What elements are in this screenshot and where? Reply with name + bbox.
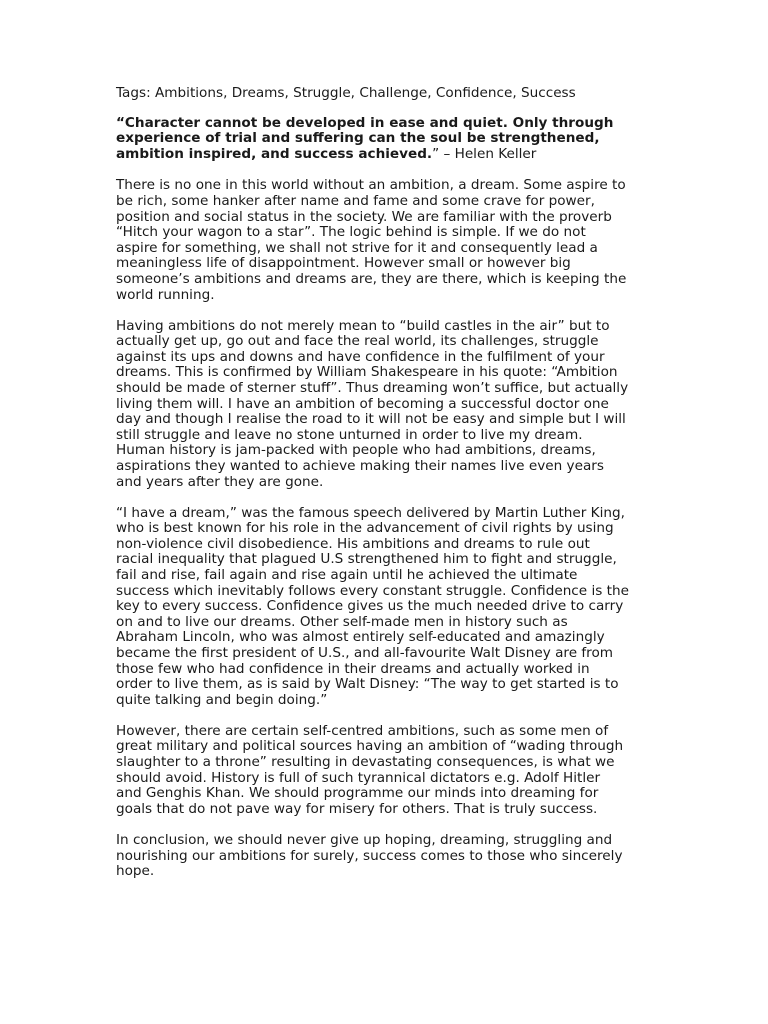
paragraph-line: living them will. I have an ambition of becoming a successful doctor one xyxy=(116,395,609,412)
quote-attribution: ” – Helen Keller xyxy=(432,145,537,162)
paragraph-line: be rich, some hanker after name and fame and some crave for power, xyxy=(116,192,595,209)
paragraph-line: nourishing our ambitions for surely, success comes to those who sincerely xyxy=(116,847,623,864)
paragraph-line: who is best known for his role in the advancement of civil rights by using xyxy=(116,520,614,537)
opening-quote xyxy=(116,116,656,163)
paragraph-line: hope. xyxy=(116,863,155,880)
paragraph-line: aspire for something, we shall not strive for it and consequently lead a xyxy=(116,239,598,256)
paragraph-line: Abraham Lincoln, who was almost entirely self-educated and amazingly xyxy=(116,629,605,646)
paragraph-line: on and to live our dreams. Other self-made men in history such as xyxy=(116,613,568,630)
paragraph-line: became the first president of U.S., and all-favourite Walt Disney are from xyxy=(116,645,614,661)
paragraph xyxy=(116,319,656,491)
paragraph-line: fail and rise, fail again and rise again until he achieved the ultimate xyxy=(116,567,578,584)
paragraph-line: slaughter to a throne” resulting in devastating consequences, is what we xyxy=(116,754,615,771)
paragraph-line: key to every success. Confidence gives us the much needed drive to carry xyxy=(116,598,624,615)
paragraph-line: Having ambitions do not merely mean to “build castles in the air” but to xyxy=(116,317,610,334)
paragraph-line: actually get up, go out and face the real world, its challenges, struggle xyxy=(116,333,599,350)
paragraph-line: non-violence civil disobedience. His ambitions and dreams to rule out xyxy=(116,535,590,552)
paragraph-line: should be made of sterner stuff”. Thus dreaming won’t suffice, but actually xyxy=(116,380,629,396)
paragraph-line: success which inevitably follows every constant struggle. Confidence is the xyxy=(116,582,629,599)
paragraph xyxy=(116,178,656,303)
paragraph xyxy=(116,724,656,818)
paragraph-line: day and though I realise the road to it will not be easy and simple but I will xyxy=(116,411,626,428)
quote-line: experience of trial and suffering can the soul be strengthened, xyxy=(116,130,600,147)
quote-line: ambition inspired, and success achieved. xyxy=(116,145,433,162)
paragraph-line: those few who had confidence in their dreams and actually worked in xyxy=(116,660,590,677)
quote-last-line xyxy=(116,147,656,163)
paragraph-line: someone’s ambitions and dreams are, they are there, which is keeping the xyxy=(116,270,627,287)
paragraph-line: and years after they are gone. xyxy=(116,473,324,490)
paragraph-line: quite talking and begin doing.” xyxy=(116,691,328,708)
paragraph-line: order to live them, as is said by Walt Disney: “The way to get started is to xyxy=(116,676,619,693)
paragraph-line: world running. xyxy=(116,286,215,303)
paragraph-line: aspirations they wanted to achieve making their names live even years xyxy=(116,457,604,474)
tags-line: Tags: Ambitions, Dreams, Struggle, Challenge, Confidence, Success xyxy=(116,85,576,101)
paragraph xyxy=(116,506,656,709)
paragraph-line: Human history is jam-packed with people who had ambitions, dreams, xyxy=(116,442,596,459)
essay-body xyxy=(116,178,656,879)
paragraph-line: against its ups and downs and have confidence in the fulfilment of your xyxy=(116,348,605,365)
paragraph-line: In conclusion, we should never give up hoping, dreaming, struggling and xyxy=(116,831,613,848)
paragraph-line: should avoid. History is full of such tyrannical dictators e.g. Adolf Hitler xyxy=(116,769,601,786)
paragraph-line: position and social status in the society. We are familiar with the proverb xyxy=(116,208,612,225)
paragraph-line: “I have a dream,” was the famous speech delivered by Martin Luther King, xyxy=(116,504,625,521)
paragraph-line: dreams. This is confirmed by William Shakespeare in his quote: “Ambition xyxy=(116,364,618,381)
paragraph-line: There is no one in this world without an ambition, a dream. Some aspire to xyxy=(116,177,626,194)
paragraph-line: meaningless life of disappointment. However small or however big xyxy=(116,255,571,272)
paragraph-line: still struggle and leave no stone unturned in order to live my dream. xyxy=(116,426,583,443)
paragraph-line: However, there are certain self-centred ambitions, such as some men of xyxy=(116,722,609,739)
paragraph-line: racial inequality that plagued U.S strengthened him to fight and struggle, xyxy=(116,551,617,568)
document-page xyxy=(116,86,656,895)
paragraph-line: great military and political sources having an ambition of “wading through xyxy=(116,738,624,755)
paragraph-line: and Genghis Khan. We should programme our minds into dreaming for xyxy=(116,785,599,802)
quote-line: “Character cannot be developed in ease and quiet. Only through xyxy=(116,114,614,131)
paragraph-line: goals that do not pave way for misery for others. That is truly success. xyxy=(116,800,598,817)
paragraph-line: “Hitch your wagon to a star”. The logic behind is simple. If we do not xyxy=(116,224,586,241)
paragraph xyxy=(116,833,656,880)
